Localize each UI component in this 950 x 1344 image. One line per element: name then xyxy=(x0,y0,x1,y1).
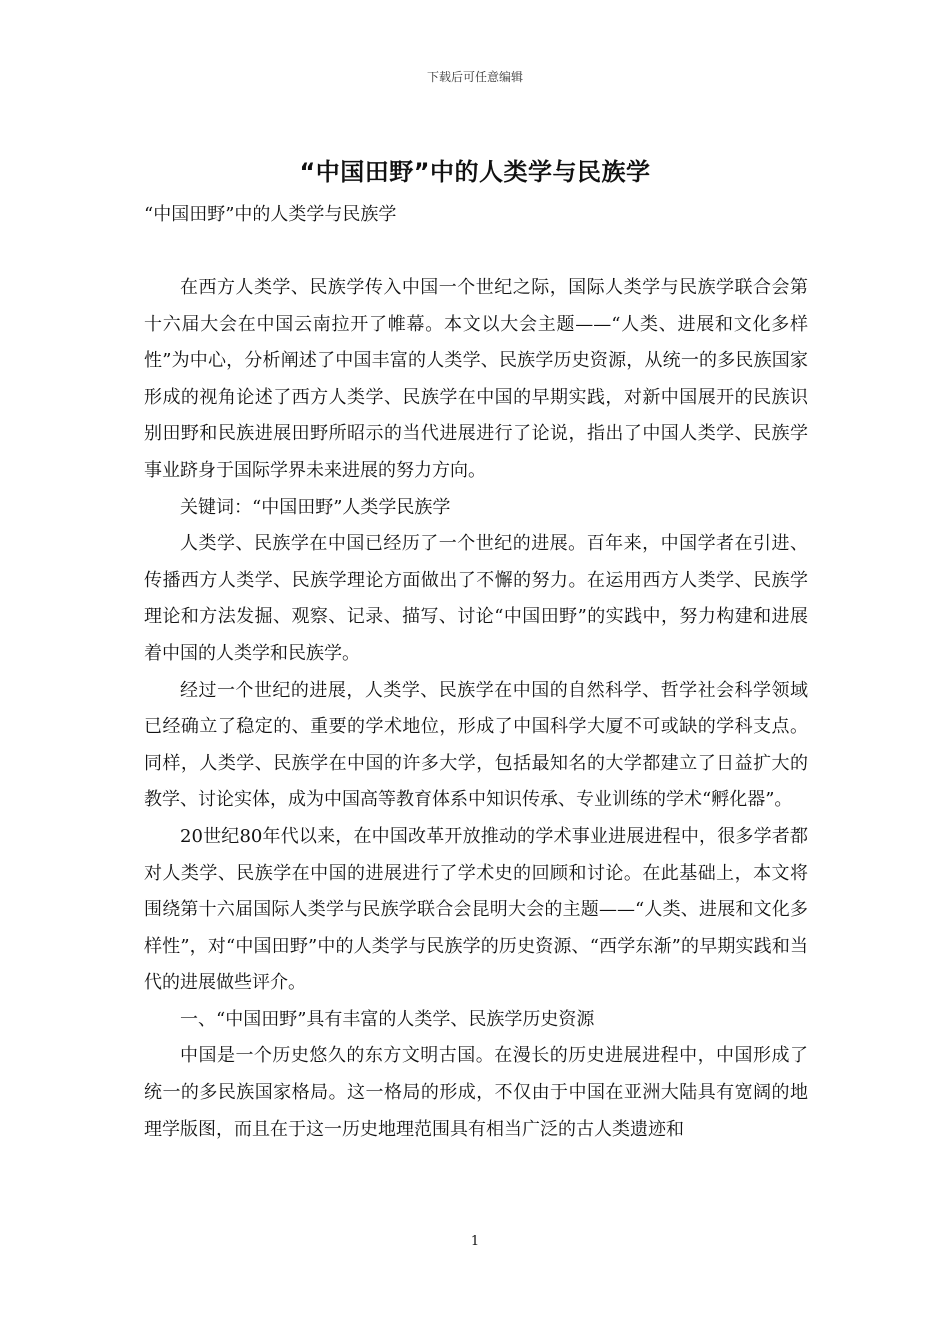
keywords-line: 关键词：“中国田野”人类学民族学 xyxy=(180,496,451,518)
document-subtitle: “中国田野”中的人类学与民族学 xyxy=(144,204,397,225)
document-title: “中国田野”中的人类学与民族学 xyxy=(299,158,651,186)
body-paragraph-4: 中国是一个历史悠久的东方文明古国。在漫长的历史进展进程中，中国形成了统一的多民族国家格局。这一格局的形成，不仅由于中国在亚洲大陆具有宽阔的地理学版图，而且在于这一历史地理范围具有相当广泛的古人类遗迹和 xyxy=(144,1045,808,1140)
page-number: 1 xyxy=(470,1234,480,1249)
abstract-paragraph: 在西方人类学、民族学传入中国一个世纪之际，国际人类学与民族学联合会第十六届大会在中国云南拉开了帷幕。本文以大会主题——“人类、进展和文化多样性”为中心，分析阐述了中国丰富的人类学、民族学历史资源，从统一的多民族国家形成的视角论述了西方人类学、民族学在中国的早期实践，对新中国展开的民族识别田野和民族进展田野所昭示的当代进展进行了论说，指出了中国人类学、民族学事业跻身于国际学界未来进展的努力方向。 xyxy=(144,277,808,481)
body-paragraph-1: 人类学、民族学在中国已经历了一个世纪的进展。百年来，中国学者在引进、传播西方人类学、民族学理论方面做出了不懈的努力。在运用西方人类学、民族学理论和方法发掘、观察、记录、描写、讨论“中国田野”的实践中，努力构建和进展着中国的人类学和民族学。 xyxy=(144,533,808,664)
body-paragraph-3: 20世纪80年代以来，在中国改革开放推动的学术事业进展进程中，很多学者都对人类学、民族学在中国的进展进行了学术史的回顾和讨论。在此基础上，本文将围绕第十六届国际人类学与民族学联合会昆明大会的主题——“人类、进展和文化多样性”，对“中国田野”中的人类学与民族学的历史资源、“西学东渐”的早期实践和当代的进展做些评介。 xyxy=(144,825,808,994)
document-body xyxy=(144,270,808,1148)
section-heading-1: 一、“中国田野”具有丰富的人类学、民族学历史资源 xyxy=(180,1008,595,1030)
body-paragraph-2: 经过一个世纪的进展，人类学、民族学在中国的自然科学、哲学社会科学领域已经确立了稳定的、重要的学术地位，形成了中国科学大厦不可或缺的学科支点。同样，人类学、民族学在中国的许多大学，包括最知名的大学都建立了日益扩大的教学、讨论实体，成为中国高等教育体系中知识传承、专业训练的学术“孵化器”。 xyxy=(144,679,808,811)
header-note: 下载后可任意编辑 xyxy=(426,70,523,84)
